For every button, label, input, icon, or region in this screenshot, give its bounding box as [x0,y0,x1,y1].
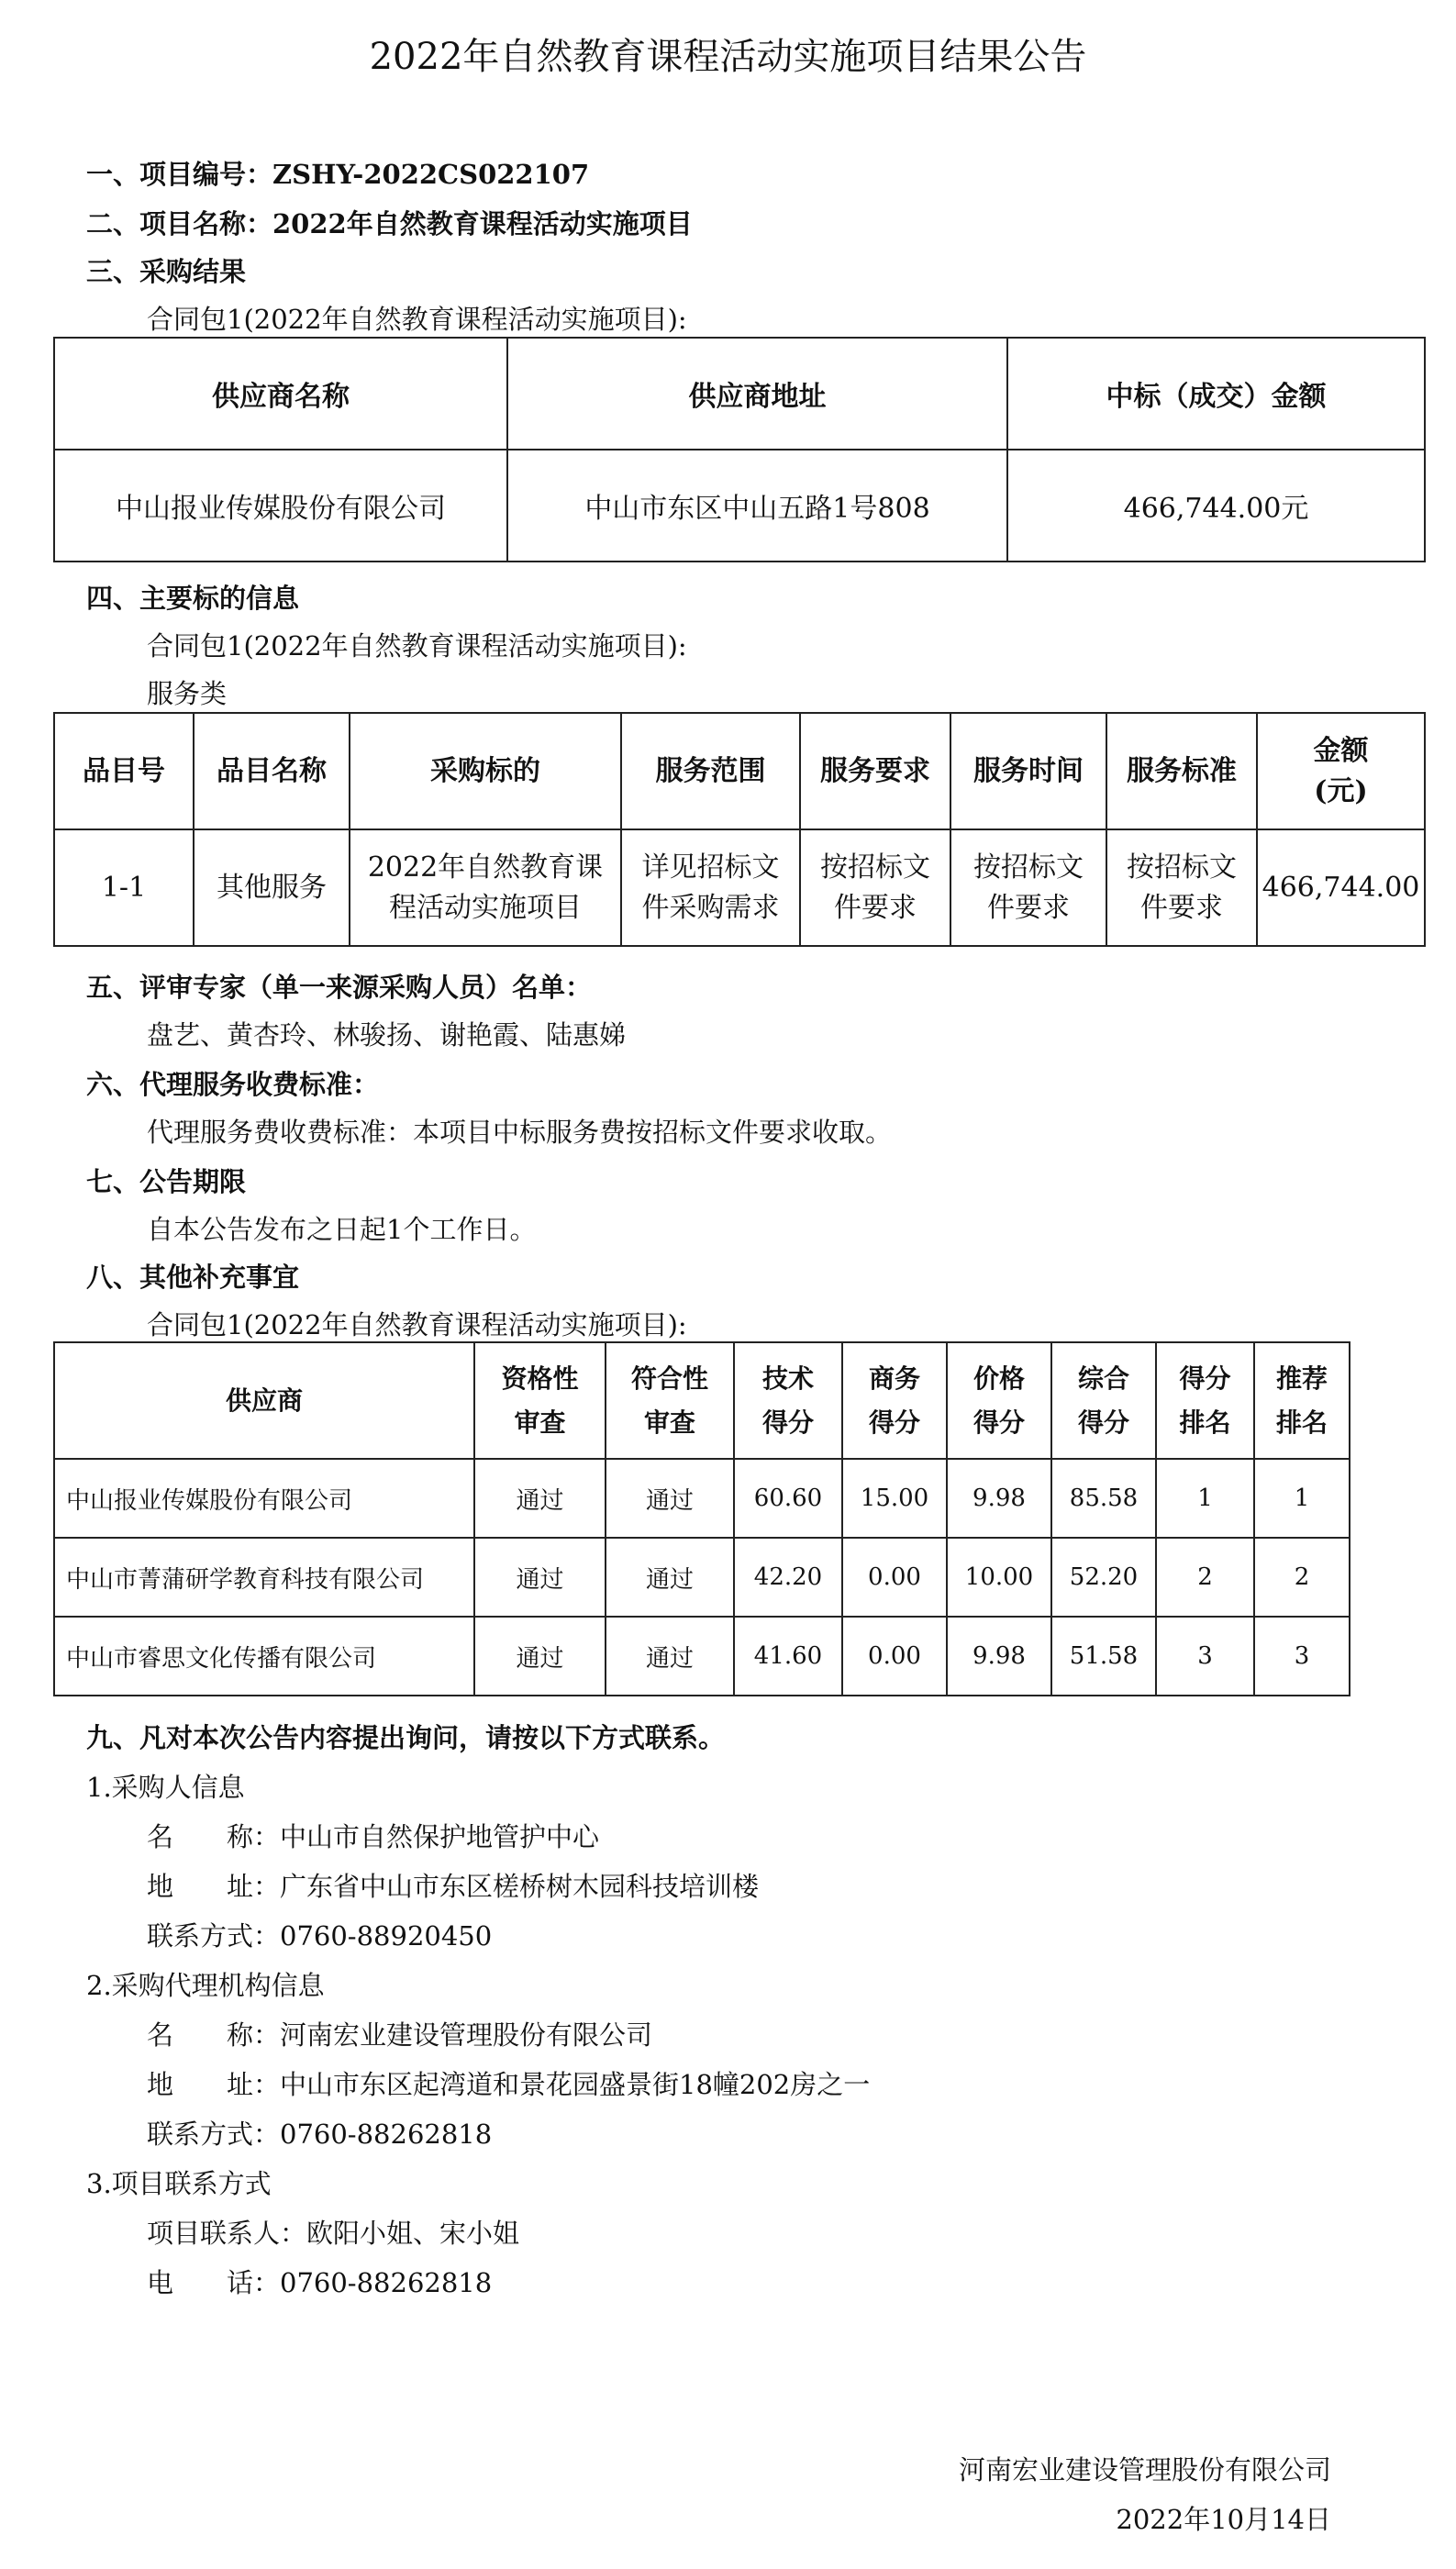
business-score: 0.00 [842,1538,947,1617]
technical-score: 41.60 [734,1617,842,1696]
award-amount: 466,744.00元 [1007,450,1425,562]
item-name: 其他服务 [194,829,350,946]
project-contact-person: 项目联系人：欧阳小姐、宋小姐 [147,2218,520,2249]
col-business-score: 商务 得分 [842,1342,947,1459]
table-row [54,1459,1350,1538]
table-header-row [54,1342,1350,1459]
table-row [54,829,1425,946]
item-subject: 2022年自然教育课 程活动实施项目 [350,829,621,946]
agency-fee-text: 代理服务费收费标准：本项目中标服务费按招标文件要求收取。 [147,1117,893,1148]
col-total-score: 综合 得分 [1051,1342,1156,1459]
col-item-no: 品目号 [54,713,194,829]
expert-names: 盘艺、黄杏玲、林骏扬、谢艳霞、陆惠娣 [147,1019,627,1051]
section-main-items: 四、主要标的信息 [86,583,300,614]
agency-address: 地 址：中山市东区起湾道和景花园盛景街18幢202房之一 [147,2069,871,2100]
section-other-matters: 八、其他补充事宜 [86,1262,300,1293]
col-requirement: 服务要求 [800,713,950,829]
purchaser-phone: 联系方式：0760-88920450 [147,1920,493,1952]
business-score: 0.00 [842,1617,947,1696]
total-score: 85.58 [1051,1459,1156,1538]
purchaser-info-heading: 1.采购人信息 [86,1772,245,1803]
contract-package-label: 合同包1(2022年自然教育课程活动实施项目): [147,1309,687,1340]
project-contact-heading: 3.项目联系方式 [86,2168,272,2199]
item-requirement: 按招标文 件要求 [800,829,950,946]
score-rank: 1 [1156,1459,1254,1538]
section-procurement-result: 三、采购结果 [86,256,247,287]
compliance-review: 通过 [606,1538,734,1617]
purchaser-name: 名 称：中山市自然保护地管护中心 [147,1821,600,1852]
project-contact-phone: 电 话：0760-88262818 [147,2267,493,2298]
qualification-review: 通过 [474,1538,606,1617]
table-row [54,1538,1350,1617]
technical-score: 42.20 [734,1538,842,1617]
col-recommend-rank: 推荐 排名 [1254,1342,1350,1459]
agency-phone: 联系方式：0760-88262818 [147,2119,493,2150]
table-header-row [54,713,1425,829]
result-table [53,337,1426,562]
compliance-review: 通过 [606,1617,734,1696]
col-amount: 金额 (元) [1257,713,1425,829]
table-row [54,450,1425,562]
supplier: 中山报业传媒股份有限公司 [54,1459,474,1538]
col-qualification-review: 资格性 审查 [474,1342,606,1459]
item-time: 按招标文 件要求 [950,829,1106,946]
project-name: 二、项目名称：2022年自然教育课程活动实施项目 [86,208,693,239]
col-scope: 服务范围 [621,713,800,829]
purchaser-address: 地 址：广东省中山市东区槎桥树木园科技培训楼 [147,1871,760,1902]
section-experts: 五、评审专家（单一来源采购人员）名单： [86,972,593,1003]
col-supplier-address: 供应商地址 [507,338,1007,450]
supplier-address: 中山市东区中山五路1号808 [507,450,1007,562]
signature-organization: 河南宏业建设管理股份有限公司 [958,2454,1331,2486]
col-award-amount: 中标（成交）金额 [1007,338,1425,450]
col-compliance-review: 符合性 审查 [606,1342,734,1459]
price-score: 9.98 [947,1459,1051,1538]
col-technical-score: 技术 得分 [734,1342,842,1459]
supplier-name: 中山报业传媒股份有限公司 [54,450,507,562]
business-score: 15.00 [842,1459,947,1538]
section-contact: 九、凡对本次公告内容提出询问，请按以下方式联系。 [86,1722,726,1753]
table-row [54,1617,1350,1696]
total-score: 52.20 [1051,1538,1156,1617]
qualification-review: 通过 [474,1617,606,1696]
contract-package-label: 合同包1(2022年自然教育课程活动实施项目): [147,304,687,335]
total-score: 51.58 [1051,1617,1156,1696]
page-title: 2022年自然教育课程活动实施项目结果公告 [369,36,1087,78]
agency-info-heading: 2.采购代理机构信息 [86,1970,325,2001]
score-rank: 2 [1156,1538,1254,1617]
col-score-rank: 得分 排名 [1156,1342,1254,1459]
col-supplier: 供应商 [54,1342,474,1459]
price-score: 9.98 [947,1617,1051,1696]
compliance-review: 通过 [606,1459,734,1538]
recommend-rank: 1 [1254,1459,1350,1538]
agency-name: 名 称：河南宏业建设管理股份有限公司 [147,2019,653,2051]
supplier: 中山市睿思文化传播有限公司 [54,1617,474,1696]
item-no: 1-1 [54,829,194,946]
section-agency-fee: 六、代理服务收费标准： [86,1069,380,1100]
col-price-score: 价格 得分 [947,1342,1051,1459]
score-rank: 3 [1156,1617,1254,1696]
col-subject: 采购标的 [350,713,621,829]
price-score: 10.00 [947,1538,1051,1617]
item-amount: 466,744.00 [1257,829,1425,946]
recommend-rank: 3 [1254,1617,1350,1696]
col-time: 服务时间 [950,713,1106,829]
col-standard: 服务标准 [1106,713,1257,829]
technical-score: 60.60 [734,1459,842,1538]
signature-date: 2022年10月14日 [1116,2504,1331,2535]
items-table [53,712,1426,947]
qualification-review: 通过 [474,1459,606,1538]
contract-package-label: 合同包1(2022年自然教育课程活动实施项目): [147,630,687,662]
section-notice-period: 七、公告期限 [86,1166,247,1197]
item-standard: 按招标文 件要求 [1106,829,1257,946]
supplier: 中山市菁蒲研学教育科技有限公司 [54,1538,474,1617]
item-scope: 详见招标文 件采购需求 [621,829,800,946]
recommend-rank: 2 [1254,1538,1350,1617]
notice-period-text: 自本公告发布之日起1个工作日。 [147,1214,537,1245]
project-number: 一、项目编号：ZSHY-2022CS022107 [86,159,590,190]
table-header-row [54,338,1425,450]
category-label: 服务类 [147,678,228,709]
col-item-name: 品目名称 [194,713,350,829]
col-supplier-name: 供应商名称 [54,338,507,450]
evaluation-table [53,1341,1350,1696]
